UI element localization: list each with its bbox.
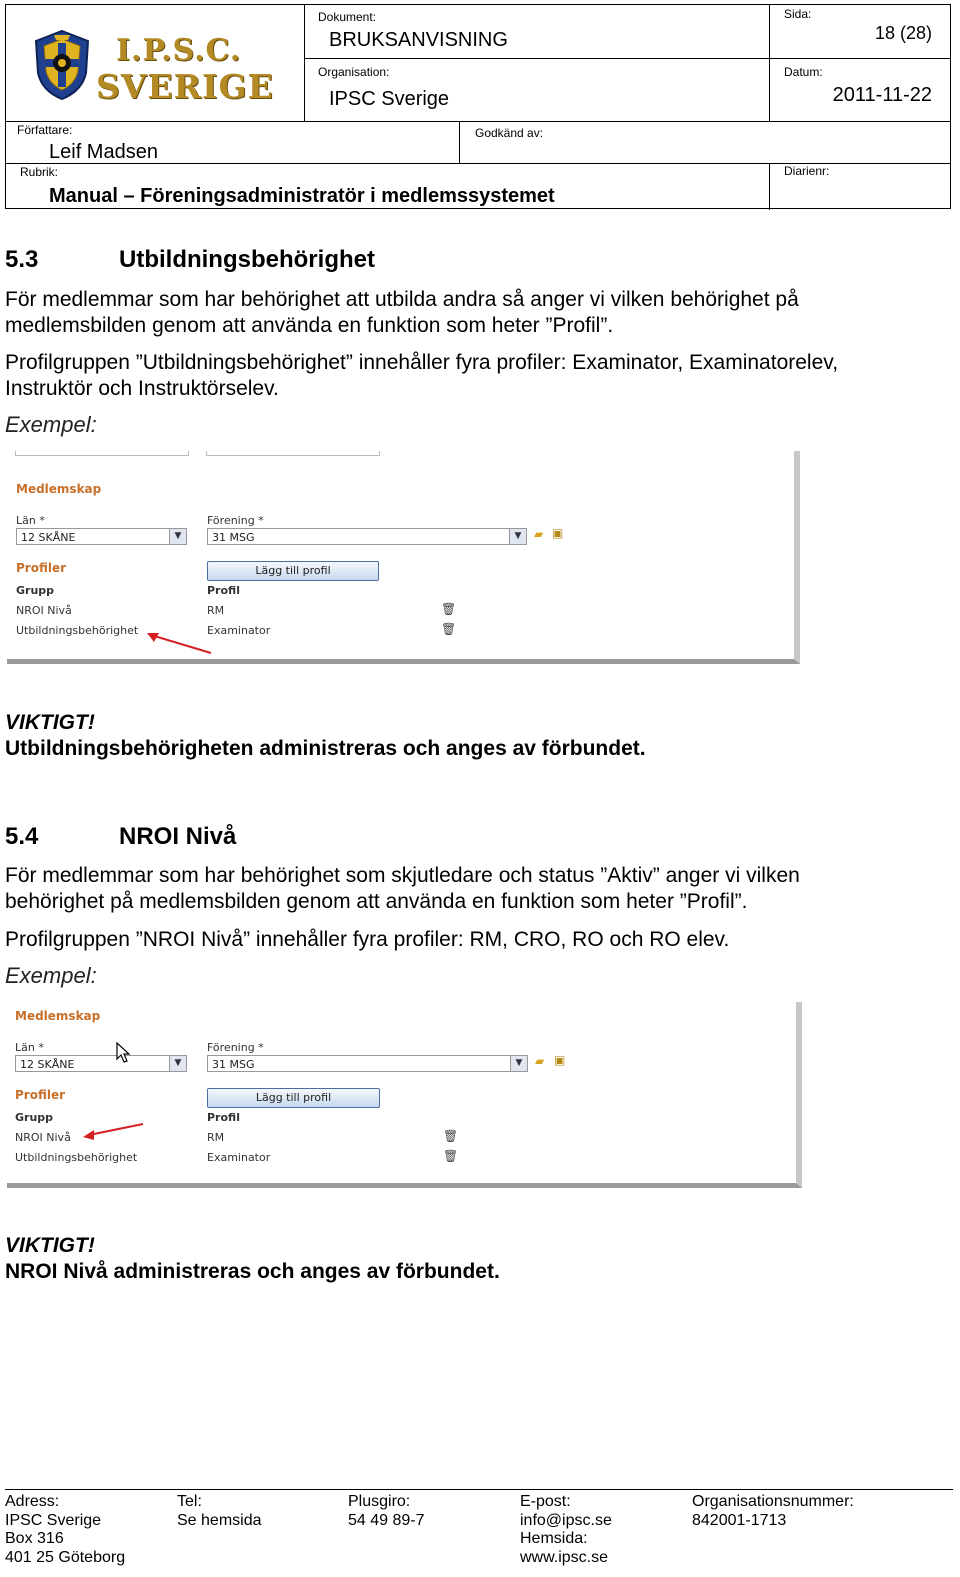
ipsc-logo [28, 27, 274, 115]
sida-value: 18 (28) [874, 23, 932, 43]
warning-title: VIKTIGT! [5, 1234, 95, 1257]
trash-icon[interactable]: 🗑 [441, 622, 457, 636]
red-arrow-icon [81, 1120, 151, 1144]
paragraph-line: Profilgruppen ”Utbildningsbehörighet” innehåller fyra profiler: Examinator, Examinatorelev, [5, 351, 839, 374]
lan-select-value: 12 SKÅNE [20, 1058, 75, 1071]
sida-label: Sida: [784, 7, 812, 21]
footer-plusgiro-value: 54 49 89-7 [348, 1511, 425, 1529]
profile-row-group: NROI Nivå [15, 1131, 71, 1144]
forening-select[interactable] [207, 1055, 528, 1072]
paragraph-line: Profilgruppen ”NROI Nivå” innehåller fyra profiler: RM, CRO, RO och RO elev. [5, 928, 730, 951]
footer-website-label: Hemsida: [520, 1530, 588, 1547]
footer-address-line: Box 316 [5, 1530, 64, 1547]
footer-website-link[interactable]: www.ipsc.se [520, 1548, 609, 1566]
section-title: NROI Nivå [119, 823, 237, 850]
footer-orgnr-value: 842001-1713 [692, 1511, 787, 1529]
organisation-label: Organisation: [318, 65, 390, 79]
chevron-down-icon[interactable]: ▼ [169, 529, 186, 544]
lan-select-value: 12 SKÅNE [21, 531, 76, 544]
example-label: Exempel: [5, 412, 97, 437]
dokument-label: Dokument: [318, 10, 377, 24]
profile-row-profile: RM [207, 604, 225, 617]
footer-plusgiro [348, 1493, 425, 1530]
profile-screenshot-1 [7, 451, 800, 664]
footer-contact [520, 1493, 612, 1567]
footer-email-label: E-post: [520, 1493, 571, 1510]
section-heading-5-3 [5, 246, 375, 274]
lan-label: Län * [15, 1041, 44, 1054]
lan-select[interactable] [15, 1055, 187, 1072]
logo-text-sverige: SVERIGE [96, 67, 274, 106]
warning-box [5, 1233, 500, 1285]
medlemskap-heading: Medlemskap [16, 482, 102, 496]
chevron-down-icon[interactable]: ▼ [169, 1056, 186, 1071]
trash-icon[interactable]: 🗑 [443, 1149, 459, 1163]
organisation-value: IPSC Sverige [329, 88, 450, 110]
datum-value: 2011-11-22 [832, 84, 932, 106]
profile-row-group: NROI Nivå [16, 604, 72, 617]
paragraph [5, 350, 945, 402]
paragraph [5, 927, 945, 953]
dokument-value: BRUKSANVISNING [329, 29, 508, 51]
footer-address-label: Adress: [5, 1493, 60, 1510]
profiler-heading: Profiler [15, 1088, 66, 1102]
forfattare-label: Författare: [17, 123, 73, 137]
forening-label: Förening * [207, 514, 264, 527]
paragraph-line: För medlemmar som har behörighet att utbilda andra så anger vi vilken behörighet på [5, 288, 799, 311]
chevron-down-icon[interactable]: ▼ [509, 529, 526, 544]
warning-title: VIKTIGT! [5, 711, 95, 734]
mouse-cursor-icon [115, 1042, 131, 1064]
section-title: Utbildningsbehörighet [119, 246, 375, 273]
footer-phone [177, 1493, 262, 1530]
profile-row-profile: RM [207, 1131, 225, 1144]
logo-text-ipsc: I.P.S.C. [116, 33, 242, 68]
grupp-column-header: Grupp [16, 584, 55, 597]
red-arrow-icon [145, 629, 225, 659]
document-header [5, 4, 951, 209]
add-profile-button[interactable]: Lägg till profil [207, 561, 379, 581]
example-label: Exempel: [5, 963, 97, 988]
paragraph-line: medlemsbilden genom att använda en funktion som heter ”Profil”. [5, 314, 614, 337]
tab-edge [206, 451, 380, 456]
window-icon[interactable]: ▣ [552, 526, 564, 540]
section-number: 5.3 [5, 246, 39, 273]
profile-row-group: Utbildningsbehörighet [16, 624, 139, 637]
forening-select[interactable] [207, 528, 527, 545]
profil-column-header: Profil [207, 584, 240, 597]
lan-select[interactable] [16, 528, 187, 545]
footer-address [5, 1493, 125, 1567]
footer-phone-label: Tel: [177, 1493, 202, 1510]
profile-row-group: Utbildningsbehörighet [15, 1151, 138, 1164]
footer-orgnr [692, 1493, 854, 1530]
rubrik-value: Manual – Föreningsadministratör i medlemssystemet [49, 185, 555, 207]
warning-text: NROI Nivå administreras och anges av förbundet. [5, 1260, 500, 1283]
footer-address-line: IPSC Sverige [5, 1511, 102, 1529]
tab-edge [15, 451, 189, 456]
forening-select-value: 31 MSG [212, 531, 255, 544]
profile-screenshot-2 [7, 1002, 802, 1188]
grupp-column-header: Grupp [15, 1111, 54, 1124]
paragraph [5, 863, 945, 915]
profil-column-header: Profil [207, 1111, 240, 1124]
folder-icon[interactable]: ▰ [535, 1054, 545, 1068]
trash-icon[interactable]: 🗑 [441, 602, 457, 616]
godkand-label: Godkänd av: [475, 126, 544, 140]
profile-row-profile: Examinator [207, 624, 271, 637]
paragraph-line: Instruktör och Instruktörselev. [5, 377, 279, 400]
add-profile-button[interactable]: Lägg till profil [207, 1088, 380, 1108]
paragraph-line: behörighet på medlemsbilden genom att använda en funktion som heter ”Profil”. [5, 890, 748, 913]
trash-icon[interactable]: 🗑 [443, 1129, 459, 1143]
section-number: 5.4 [5, 823, 39, 850]
shield-emblem-icon [32, 29, 92, 101]
forening-label: Förening * [207, 1041, 264, 1054]
rubrik-label: Rubrik: [20, 165, 59, 179]
window-icon[interactable]: ▣ [554, 1053, 566, 1067]
footer-address-line: 401 25 Göteborg [5, 1548, 126, 1566]
folder-icon[interactable]: ▰ [534, 527, 544, 541]
profiler-heading: Profiler [16, 561, 67, 575]
footer-orgnr-label: Organisationsnummer: [692, 1493, 854, 1510]
footer-phone-value: Se hemsida [177, 1511, 262, 1529]
datum-label: Datum: [784, 65, 823, 79]
footer-divider [5, 1489, 953, 1490]
footer-plusgiro-label: Plusgiro: [348, 1493, 411, 1510]
profile-row-profile: Examinator [207, 1151, 271, 1164]
forening-select-value: 31 MSG [212, 1058, 255, 1071]
paragraph-line: För medlemmar som har behörighet som skjutledare och status ”Aktiv” anger vi vilken [5, 864, 800, 887]
warning-text: Utbildningsbehörigheten administreras och anges av förbundet. [5, 737, 646, 760]
medlemskap-heading: Medlemskap [15, 1009, 101, 1023]
forfattare-value: Leif Madsen [49, 141, 158, 163]
footer-email-link[interactable]: info@ipsc.se [520, 1511, 612, 1529]
chevron-down-icon[interactable]: ▼ [510, 1056, 527, 1071]
section-heading-5-4 [5, 823, 236, 851]
lan-label: Län * [16, 514, 45, 527]
warning-box [5, 710, 646, 762]
paragraph [5, 287, 945, 339]
diarienr-label: Diarienr: [784, 164, 830, 178]
